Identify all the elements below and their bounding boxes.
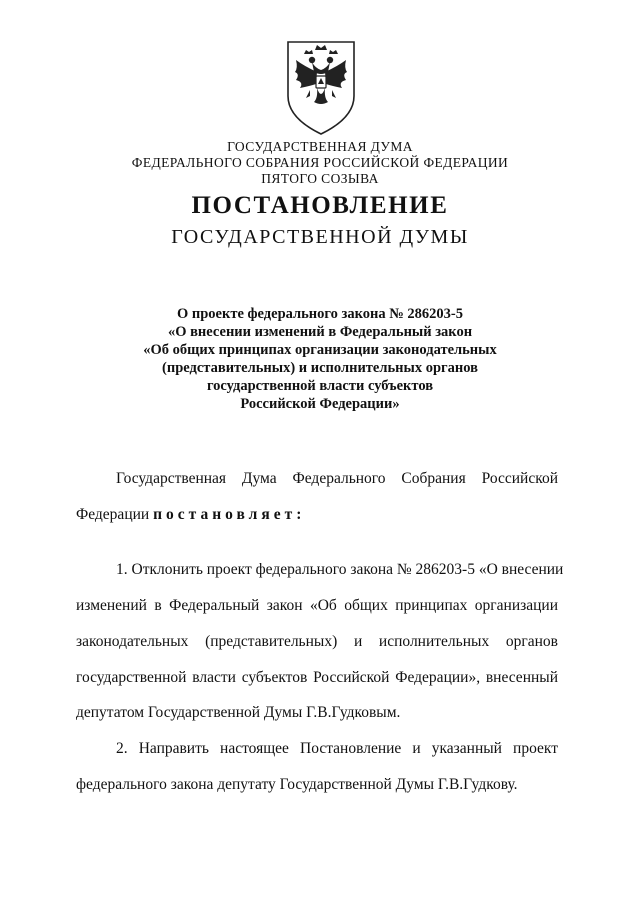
- item1-line-1: 1. Отклонить проект федерального закона № 286203-5 «О внесении: [116, 561, 564, 578]
- item1-line-4: государственной власти субъектов Российской Федерации», внесенный: [76, 669, 558, 686]
- preamble-line-2: [76, 505, 558, 525]
- header-line-3: ПЯТОГО СОЗЫВА: [261, 171, 379, 186]
- subject-line-4: (представительных) и исполнительных органов: [162, 360, 478, 376]
- preamble-line-1: Государственная Дума Федерального Собрания Российской: [116, 470, 558, 487]
- preamble-federation: Федерации: [76, 506, 150, 523]
- coat-of-arms-icon: [284, 38, 358, 138]
- item2-line-1: 2. Направить настоящее Постановление и указанный проект: [116, 740, 558, 757]
- preamble-resolves: постановляет:: [153, 506, 306, 523]
- subject-line-1: О проекте федерального закона № 286203-5: [176, 306, 464, 322]
- item1-line-2: изменений в Федеральный закон «Об общих принципах организации: [76, 597, 558, 614]
- item1-line-3: законодательных (представительных) и исполнительных органов: [76, 633, 558, 650]
- subject-line-3: «Об общих принципах организации законодательных: [143, 342, 497, 358]
- item1-line-5: депутатом Государственной Думы Г.В.Гудковым.: [76, 704, 401, 721]
- header-line-1: ГОСУДАРСТВЕННАЯ ДУМА: [227, 139, 413, 154]
- header-line-2: ФЕДЕРАЛЬНОГО СОБРАНИЯ РОССИЙСКОЙ ФЕДЕРАЦИИ: [131, 155, 509, 170]
- subject-line-6: Российской Федерации»: [240, 396, 400, 412]
- subject-line-2: «О внесении изменений в Федеральный закон: [167, 324, 473, 340]
- item2-line-2: федерального закона депутату Государственной Думы Г.В.Гудкову.: [76, 776, 518, 793]
- subject-line-5: государственной власти субъектов: [206, 378, 434, 394]
- document-subtitle: ГОСУДАРСТВЕННОЙ ДУМЫ: [171, 226, 469, 248]
- document-title: ПОСТАНОВЛЕНИЕ: [191, 192, 449, 219]
